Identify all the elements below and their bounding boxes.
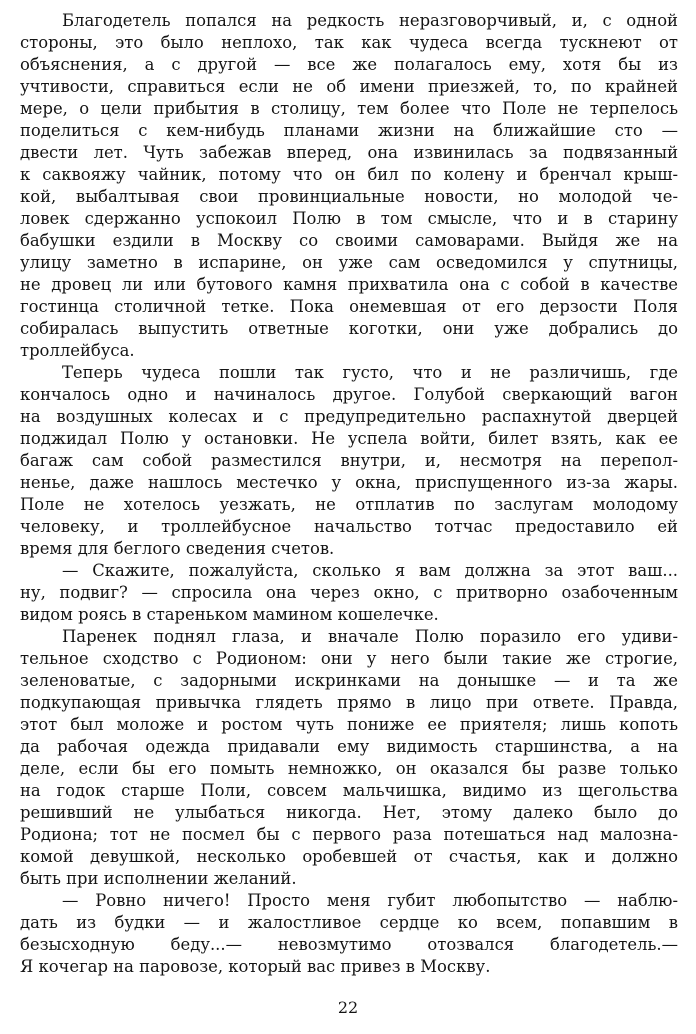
text-line: дать из будки — и жалостливое сердце ко всем, попавшим в <box>20 913 678 932</box>
paragraph-3 <box>20 560 678 626</box>
text-line: решивший не улыбаться никогда. Нет, этому далеко было до <box>20 803 678 822</box>
text-line: стороны, это было неплохо, так как чудеса всегда тускнеют от <box>20 33 678 52</box>
paragraph-2 <box>20 362 678 560</box>
text-line: — Скажите, пожалуйста, сколько я вам должна за этот ваш... <box>62 561 678 580</box>
text-line: ненье, даже нашлось местечко у окна, приспущенного из-за жары. <box>20 473 678 492</box>
text-line: Поле не хотелось уезжать, не отплатив по заслугам молодому <box>20 495 678 514</box>
page-number: 22 <box>337 998 359 1017</box>
text-line: мере, о цели прибытия в столицу, тем более что Поле не терпелось <box>20 99 678 118</box>
text-line: собиралась выпустить ответные коготки, они уже добрались до <box>20 319 678 338</box>
text-line: бабушки ездили в Москву со своими самоварами. Выйдя же на <box>20 231 678 250</box>
text-line: деле, если бы его помыть немножко, он оказался бы разве только <box>20 759 678 778</box>
page-text <box>20 10 678 978</box>
text-line: Паренек поднял глаза, и вначале Полю поразило его удиви- <box>62 627 678 646</box>
text-line: этот был моложе и ростом чуть пониже ее приятеля; лишь копоть <box>20 715 678 734</box>
text-line: подкупающая привычка глядеть прямо в лицо при ответе. Правда, <box>20 693 678 712</box>
text-line: быть при исполнении желаний. <box>20 869 297 888</box>
text-line: поделиться с кем-нибудь планами жизни на ближайшие сто — <box>20 121 678 140</box>
text-line: на годок старше Поли, совсем мальчишка, видимо из щегольства <box>20 781 678 800</box>
text-line: троллейбуса. <box>20 341 135 360</box>
text-line: гостинца столичной тетке. Пока онемевшая от его дерзости Поля <box>20 297 678 316</box>
text-line: объяснения, а с другой — все же полагалось ему, хотя бы из <box>20 55 678 74</box>
text-line: зеленоватые, с задорными искринками на донышке — и та же <box>20 671 678 690</box>
text-line: кой, выбалтывая свои провинциальные новости, но молодой че- <box>20 187 678 206</box>
text-line: комой девушкой, несколько оробевшей от счастья, как и должно <box>20 847 678 866</box>
text-line: к саквояжу чайник, потому что он бил по колену и бренчал крыш- <box>20 165 678 184</box>
text-line: не дровец ли или бутового камня прихватила она с собой в качестве <box>20 275 678 294</box>
text-line: поджидал Полю у остановки. Не успела войти, билет взять, как ее <box>20 429 678 448</box>
text-line: Благодетель попался на редкость неразговорчивый, и, с одной <box>62 11 678 30</box>
text-line: на воздушных колесах и с предупредительно распахнутой дверцей <box>20 407 678 426</box>
text-line: улицу заметно в испарине, он уже сам осведомился у спутницы, <box>20 253 678 272</box>
text-line: да рабочая одежда придавали ему видимость старшинства, а на <box>20 737 678 756</box>
text-line: Родиона; тот не посмел бы с первого раза потешаться над малозна- <box>20 825 678 844</box>
text-line: ну, подвиг? — спросила она через окно, с притворно озабоченным <box>20 583 678 602</box>
text-line: время для беглого сведения счетов. <box>20 539 335 558</box>
text-line: ловек сдержанно успокоил Полю в том смысле, что и в старину <box>20 209 678 228</box>
text-line: двести лет. Чуть забежав вперед, она извинилась за подвязанный <box>20 143 678 162</box>
text-line: кончалось одно и начиналось другое. Голубой сверкающий вагон <box>20 385 678 404</box>
text-line: Я кочегар на паровозе, который вас привез в Москву. <box>20 957 491 976</box>
text-line: Теперь чудеса пошли так густо, что и не различишь, где <box>62 363 678 382</box>
text-line: учтивости, справиться если не об имени приезжей, то, по крайней <box>20 77 678 96</box>
text-line: — Ровно ничего! Просто меня губит любопытство — наблю- <box>62 891 678 910</box>
text-line: человеку, и троллейбусное начальство тотчас предоставило ей <box>20 517 678 536</box>
paragraph-1 <box>20 10 678 362</box>
text-line: безысходную беду...— невозмутимо отозвался благодетель.— <box>20 935 678 954</box>
text-line: видом роясь в стареньком мамином кошелечке. <box>20 605 439 624</box>
paragraph-4 <box>20 626 678 890</box>
text-line: тельное сходство с Родионом: они у него были такие же строгие, <box>20 649 678 668</box>
paragraph-5 <box>20 890 678 978</box>
text-line: багаж сам собой разместился внутри, и, несмотря на перепол- <box>20 451 678 470</box>
